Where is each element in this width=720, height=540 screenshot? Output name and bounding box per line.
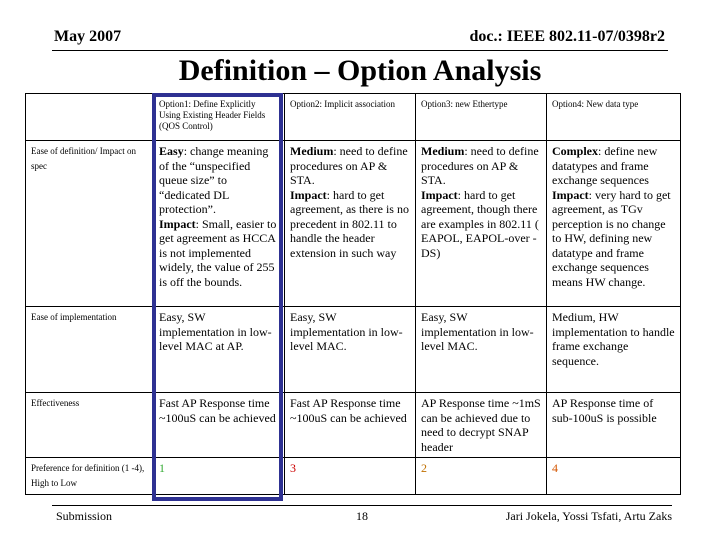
table-cell: Easy, SW implementation in low-level MAC. — [285, 307, 416, 393]
table-cell — [416, 141, 547, 307]
rating-text: : need to define procedures on AP & STA. — [421, 144, 539, 187]
table-cell — [547, 141, 681, 307]
table-cell: Medium, HW implementation to handle frame exchange sequence. — [547, 307, 681, 393]
table-corner — [26, 94, 154, 141]
rating-term: Medium — [290, 144, 334, 158]
impact-term: Impact — [421, 187, 458, 202]
row-label: Preference for definition (1 -4), High to Low — [26, 458, 154, 495]
table-row-effectiveness — [26, 393, 681, 458]
table-header-row — [26, 94, 681, 141]
rating-term: Easy — [159, 144, 184, 158]
row-label: Effectiveness — [26, 393, 154, 458]
table-cell: AP Response time of sub-100uS is possible — [547, 393, 681, 458]
option-analysis-table — [25, 93, 681, 495]
rating-text: : change meaning of the “unspecified queue size” to “dedicated DL protection”. — [159, 144, 269, 216]
row-label: Ease of definition/ Impact on spec — [26, 141, 154, 307]
slide-title: Definition – Option Analysis — [178, 54, 542, 87]
table-cell: Easy, SW implementation in low-level MAC at AP. — [154, 307, 285, 393]
row-label: Ease of implementation — [26, 307, 154, 393]
table-cell — [285, 141, 416, 307]
table-row-preference — [26, 458, 681, 495]
impact-text: : hard to get agreement, though there are examples in 802.11 ( EAPOL, EAPOL-over -DS) — [421, 187, 539, 260]
table-row-ease-of-definition — [26, 141, 681, 307]
header-doc-id: doc.: IEEE 802.11-07/0398r2 — [469, 28, 665, 45]
preference-score: 4 — [547, 458, 681, 495]
table-cell: Fast AP Response time ~100uS can be achieved — [154, 393, 285, 458]
header-date: May 2007 — [54, 28, 122, 45]
column-header-option2: Option2: Implicit association — [285, 94, 416, 141]
impact-term: Impact — [552, 187, 589, 202]
impact-text: : very hard to get agreement, as TGv perception is no change to HW, defining new datatype and frame exchange sequences means HW change. — [552, 187, 671, 289]
footer-page-number: 18 — [356, 509, 368, 523]
column-header-option1: Option1: Define Explicitly Using Existing Header Fields (QOS Control) — [154, 94, 285, 141]
table-cell: AP Response time ~1mS can be achieved due to need to decrypt SNAP header — [416, 393, 547, 458]
column-header-option4: Option4: New data type — [547, 94, 681, 141]
preference-score: 2 — [416, 458, 547, 495]
table-cell: Easy, SW implementation in low-level MAC. — [416, 307, 547, 393]
impact-text: : hard to get agreement, as there is no precedent in 802.11 to handle the header extension in such way — [290, 187, 409, 260]
rating-term: Medium — [421, 144, 465, 158]
column-header-option3: Option3: new Ethertype — [416, 94, 547, 141]
impact-term: Impact — [159, 216, 196, 231]
preference-score: 1 — [154, 458, 285, 495]
table-cell: Fast AP Response time ~100uS can be achieved — [285, 393, 416, 458]
table-row-ease-of-implementation — [26, 307, 681, 393]
rating-text: : need to define procedures on AP & STA. — [290, 144, 408, 187]
footer-authors: Jari Jokela, Yossi Tsfati, Artu Zaks — [505, 509, 672, 523]
rating-text: : define new datatypes and frame exchange sequences — [552, 144, 658, 187]
impact-text: : Small, easier to get agreement as HCCA is not implemented widely, the value of 255 is off the bounds. — [159, 216, 277, 289]
header-rule — [52, 50, 668, 51]
table-cell — [154, 141, 285, 307]
impact-term: Impact — [290, 187, 327, 202]
preference-score: 3 — [285, 458, 416, 495]
rating-term: Complex — [552, 144, 598, 158]
footer-submission: Submission — [56, 509, 113, 523]
footer-rule — [52, 505, 672, 506]
